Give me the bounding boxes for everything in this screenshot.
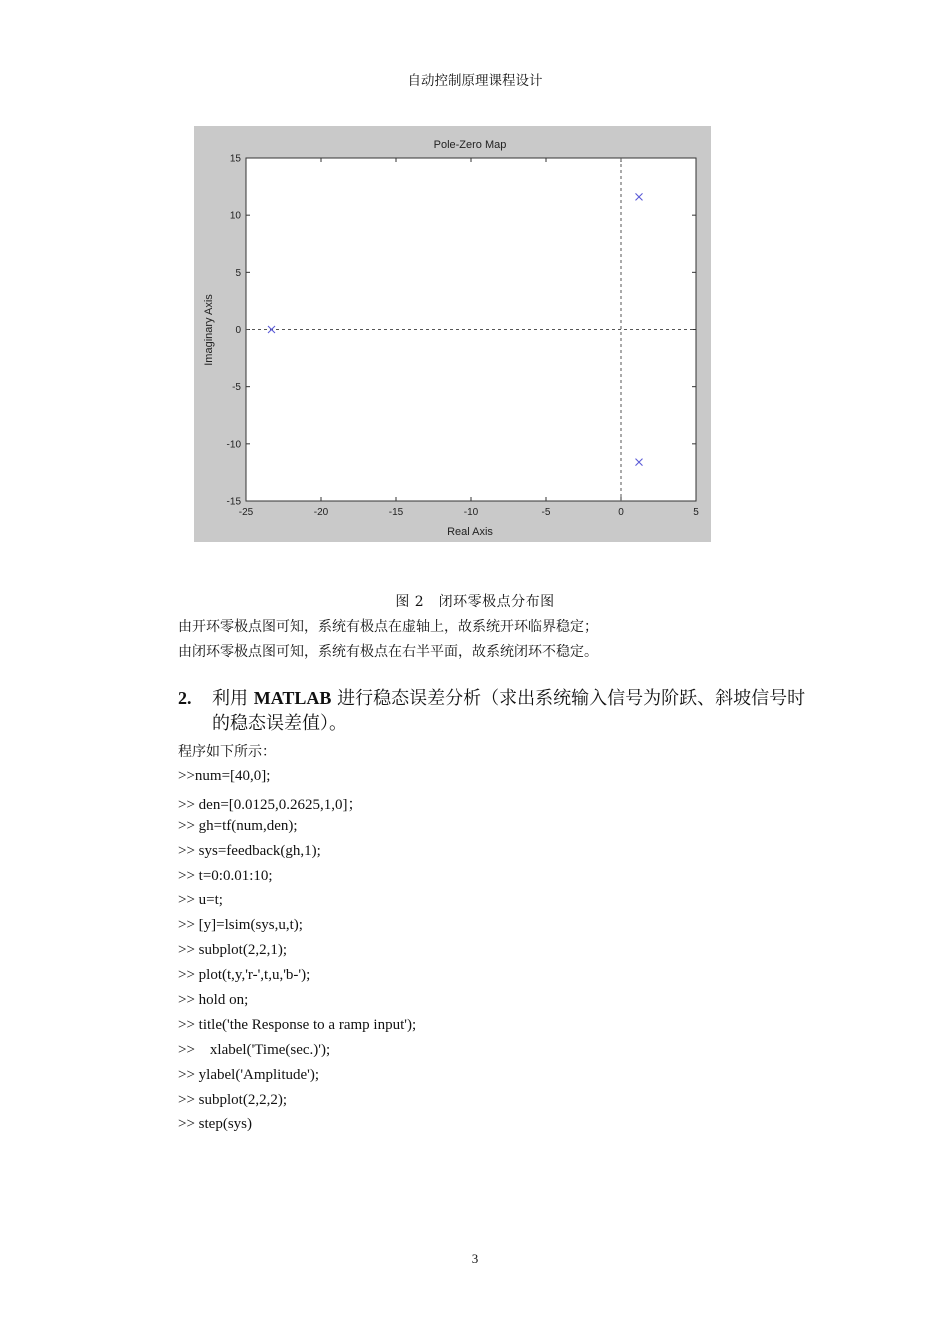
code-line: >>num=[40,0]; — [178, 768, 271, 784]
x-tick-label: -20 — [313, 507, 329, 518]
pole-zero-chart — [194, 126, 711, 542]
y-tick-label: -10 — [226, 439, 241, 451]
code-line: >> subplot(2,2,1); — [178, 942, 287, 959]
figure-caption: 图 2 闭环零极点分布图 — [395, 594, 555, 610]
y-tick-label: 15 — [229, 153, 241, 165]
x-tick-label: -25 — [238, 507, 254, 518]
section-bold-term: MATLAB — [253, 688, 332, 708]
code-line: >> den=[0.0125,0.2625,1,0]； — [178, 796, 363, 813]
y-tick-label: -5 — [232, 382, 241, 394]
pole-zero-figure — [194, 126, 711, 542]
code-line: >> sys=feedback(gh,1); — [178, 842, 321, 859]
program-intro: 程序如下所示： — [178, 744, 276, 760]
y-tick-label: -15 — [226, 496, 241, 508]
code-line: >> xlabel('Time(sec.)'); — [178, 1041, 331, 1058]
x-axis-label: Real Axis — [447, 526, 493, 538]
code-line: >> subplot(2,2,2); — [178, 1091, 287, 1108]
code-line: >> gh=tf(num,den); — [178, 817, 298, 834]
code-line: >> t=0:0.01:10; — [178, 867, 273, 884]
code-line: >> step(sys) — [178, 1116, 252, 1133]
section-heading — [178, 686, 818, 736]
code-line: >> ylabel('Amplitude'); — [178, 1066, 320, 1083]
x-tick-label: -10 — [463, 507, 479, 518]
open-loop-conclusion: 由开环零极点图可知，系统有极点在虚轴上，故系统开环临界稳定； — [178, 619, 598, 635]
code-block — [178, 768, 416, 1141]
chart-title: Pole-Zero Map — [433, 139, 507, 151]
y-tick-label: 0 — [235, 325, 241, 336]
x-tick-label: 5 — [693, 507, 699, 518]
section-number: 2. — [178, 688, 192, 708]
y-axis-label: Imaginary Axis — [203, 294, 215, 366]
closed-loop-conclusion: 由闭环零极点图可知，系统有极点在右半平面，故系统闭环不稳定。 — [178, 644, 598, 660]
y-tick-label: 5 — [235, 267, 241, 279]
code-line: >> u=t; — [178, 892, 223, 909]
code-line: >> plot(t,y,'r-',t,u,'b-'); — [178, 967, 311, 984]
page-header: 自动控制原理课程设计 — [407, 73, 543, 89]
x-tick-label: 0 — [618, 507, 624, 518]
code-line: >> hold on; — [178, 992, 249, 1009]
x-tick-label: -15 — [388, 507, 404, 518]
section-text: 利用 MATLAB 进行稳态误差分析（求出系统输入信号为阶跃、斜坡信号时的稳态误差值）。 — [212, 688, 806, 734]
code-line: >> title('the Response to a ramp input'); — [178, 1016, 417, 1033]
page-number: 3 — [471, 1251, 479, 1266]
x-tick-label: -5 — [541, 507, 551, 518]
code-line: >> [y]=lsim(sys,u,t); — [178, 917, 303, 934]
y-tick-label: 10 — [229, 210, 241, 222]
